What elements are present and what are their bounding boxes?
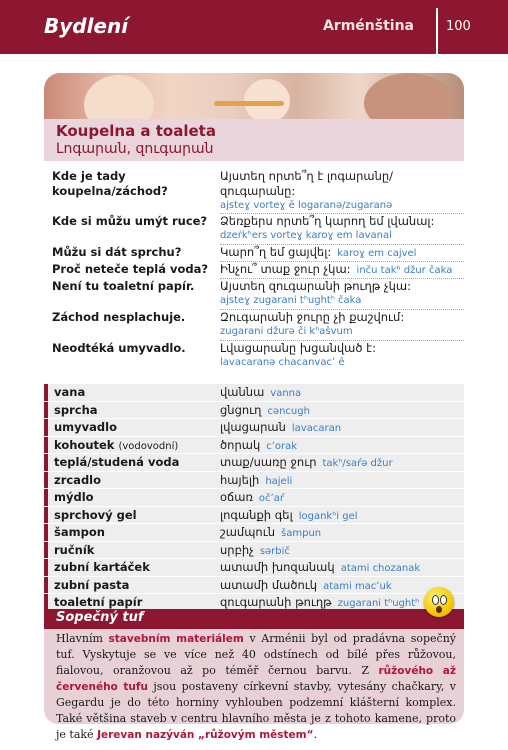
vocab-czech: mýdlo — [54, 490, 94, 505]
info-highlight: stavebním materiálem — [108, 633, 244, 645]
phrase-row — [44, 341, 464, 372]
page-number: 100 — [446, 19, 471, 34]
phrase-armenian-block — [220, 262, 464, 279]
vocab-czech: zrcadlo — [54, 472, 102, 487]
vocab-czech: kohoutek — [54, 437, 115, 452]
phrase-translit: ajsteɣ zugarani tʰughtʰ čaka — [220, 295, 362, 306]
vocab-translit: šampun — [281, 528, 322, 540]
smiley-eye-right — [440, 595, 447, 605]
vocab-row — [44, 559, 464, 576]
vocab-czech: toaletní papír — [54, 595, 143, 610]
section-title: Bydlení — [44, 14, 129, 38]
photo-toothbrush — [214, 101, 284, 106]
phrase-czech: Kde je tady koupelna/záchod? — [52, 169, 168, 198]
smiley-mouth — [436, 606, 442, 613]
vocab-note: (vodovodní) — [118, 440, 179, 452]
vocab-czech: zubní pasta — [54, 577, 130, 592]
phrase-czech: Můžu si dát sprchu? — [52, 245, 182, 259]
phrase-armenian-block — [220, 310, 464, 341]
info-box-title: Sopečný tuf — [56, 610, 144, 625]
vocab-row — [44, 507, 464, 524]
info-highlight: Jerevan nazýván „růžovým městem“ — [97, 729, 314, 741]
vocab-armenian: շամպուն — [220, 525, 276, 540]
info-box-header — [44, 609, 464, 629]
vocab-row — [44, 472, 464, 489]
vocab-czech: sprchový gel — [54, 507, 137, 522]
phrase-czech: Proč neteče teplá voda? — [52, 262, 209, 276]
info-text: Hlavním — [56, 632, 109, 645]
vocab-czech: teplá/studená voda — [54, 455, 180, 470]
vocab-translit: lavacaran — [291, 423, 342, 435]
phrase-translit: zugarani džurə či kʰašvum — [220, 326, 353, 337]
vocab-translit: cəncugh — [267, 405, 310, 417]
phrase-czech: Neodtéká umyvadlo. — [52, 341, 186, 355]
vocab-translit: vanna — [270, 388, 302, 400]
phrase-armenian-block — [220, 341, 464, 372]
phrase-armenian: Ինչու՞ տաք ջուր չկա: — [220, 262, 351, 276]
vocab-row — [44, 384, 464, 401]
phrase-armenian-block — [220, 279, 464, 310]
vocab-translit: atami macʼuk — [323, 580, 392, 592]
photo-figure-man — [364, 73, 454, 119]
vocab-translit: takʰ/saŕə džur — [322, 458, 393, 470]
topic-title-bar — [44, 119, 464, 161]
info-box-text — [56, 631, 456, 743]
phrase-czech: Kde si můžu umýt ruce? — [52, 214, 208, 228]
phrase-translit: dzeṙkʰers vorteɣ karoɣ em lavanal — [220, 230, 392, 241]
vocab-armenian: սրբիչ — [220, 542, 254, 557]
info-text: jsou postaveny církevní stavby, vytesány chačkary, v Gegardu je do této horniny vyhlouben podzemní klášterní komplex. Také většina staveb v centru hlavního města je z tohoto kamene, proto je také — [56, 680, 457, 741]
phrase-armenian-block — [220, 214, 464, 245]
vocab-row — [44, 524, 464, 541]
photo-figure-child — [84, 75, 154, 119]
vocab-czech: umyvadlo — [54, 420, 117, 435]
vocab-armenian: ատամի խոզանակ — [220, 560, 335, 575]
phrase-row — [44, 169, 464, 214]
topic-title-czech: Koupelna a toaleta — [56, 122, 216, 140]
phrase-row — [44, 310, 464, 341]
row-marker — [44, 437, 48, 454]
phrase-translit: lavacaranə chacanvacʼ ē — [220, 357, 345, 368]
row-marker — [44, 559, 48, 576]
vocab-armenian: ցնցուղ — [220, 402, 262, 417]
phrase-row — [44, 262, 464, 279]
vocab-armenian: լոգանքի գել — [220, 507, 293, 522]
bathroom-photo — [44, 73, 464, 119]
vocab-armenian: հայելի — [220, 472, 260, 487]
vocab-row — [44, 437, 464, 454]
language-label: Arménština — [322, 18, 414, 34]
vocab-row — [44, 542, 464, 559]
row-marker — [44, 419, 48, 436]
phrase-translit: karoɣ em cajvel — [337, 248, 417, 259]
row-marker — [44, 542, 48, 559]
row-marker — [44, 402, 48, 419]
phrase-armenian-block — [220, 245, 464, 262]
vocab-armenian: ատամի մածուկ — [220, 577, 318, 592]
info-box — [44, 609, 464, 741]
vocab-translit: očʼaŕ — [258, 493, 284, 505]
vocab-armenian: վաննա — [220, 385, 265, 400]
vocab-translit: logankʰi gel — [298, 510, 358, 522]
phrase-armenian: Այստեղ որտե՞ղ է լոգարանը/զուգարանը: — [220, 169, 394, 198]
vocab-row — [44, 454, 464, 471]
info-highlight: růžového až červeného tufu — [56, 665, 456, 693]
vocab-row — [44, 577, 464, 594]
row-marker — [44, 472, 48, 489]
vocab-czech: zubní kartáček — [54, 560, 150, 575]
vocab-translit: atami chozanak — [340, 563, 421, 575]
vocab-armenian: լվացարան — [220, 420, 286, 435]
row-marker — [44, 507, 48, 524]
row-marker — [44, 524, 48, 541]
vocab-row — [44, 419, 464, 436]
vocabulary-list — [44, 384, 464, 612]
vocab-translit: sərbič — [259, 545, 290, 557]
surprised-face-icon — [424, 587, 454, 617]
phrase-translit: ajsteɣ vorteɣ ē logaranə/zugaranə — [220, 200, 393, 211]
phrase-armenian-block — [220, 169, 464, 214]
vocab-armenian: օճառ — [220, 490, 253, 505]
row-marker — [44, 577, 48, 594]
phrase-czech: Není tu toaletní papír. — [52, 279, 195, 293]
smiley-eye-left — [432, 595, 439, 605]
vocab-czech: ručník — [54, 542, 95, 557]
info-text: v Arménii byl od pradávna sopečný tuf. Vyskytuje se ve více než 40 odstínech od bílé přes růžovou, fialovou, oranžovou až po téměř černou barvu. Z — [56, 632, 456, 677]
vocab-translit: zugarani tʰughtʰ — [337, 598, 420, 610]
vocab-armenian: տաք/սառը ջուր — [220, 455, 317, 470]
vocab-translit: cʼorak — [266, 440, 298, 452]
phrase-czech: Záchod nesplachuje. — [52, 310, 186, 324]
vocab-translit: hajeli — [265, 475, 293, 487]
phrase-row — [44, 279, 464, 310]
phrase-armenian: Լվացարանը խցանված է: — [220, 341, 376, 355]
vocab-czech: sprcha — [54, 402, 98, 417]
phrase-row — [44, 245, 464, 262]
photo-figure-face — [244, 79, 290, 119]
phrase-armenian: Կարո՞ղ եմ ցայվել: — [220, 245, 332, 259]
phrase-armenian: Ձեռքերս որտե՞ղ կարող եմ լվանալ: — [220, 214, 435, 228]
header-divider — [436, 8, 438, 54]
vocab-czech: šampon — [54, 525, 105, 540]
row-marker — [44, 454, 48, 471]
vocab-czech: vana — [54, 385, 86, 400]
vocab-row — [44, 489, 464, 506]
row-marker — [44, 384, 48, 401]
vocab-armenian: զուգարանի թուղթ — [220, 595, 332, 610]
vocab-row — [44, 402, 464, 419]
phrase-list — [44, 169, 464, 372]
info-text: . — [313, 728, 318, 741]
phrase-row — [44, 214, 464, 245]
phrase-armenian: Զուգարանի ջուրը չի քաշվում: — [220, 310, 405, 324]
page-header — [0, 0, 508, 54]
vocab-armenian: ծորակ — [220, 437, 261, 452]
phrase-armenian: Այստեղ զուգարանի թուղթ չկա: — [220, 279, 411, 293]
phrase-translit: inču takʰ džur čaka — [356, 265, 453, 276]
row-marker — [44, 489, 48, 506]
topic-title-armenian: Լոգարան, զուգարան — [56, 141, 214, 157]
